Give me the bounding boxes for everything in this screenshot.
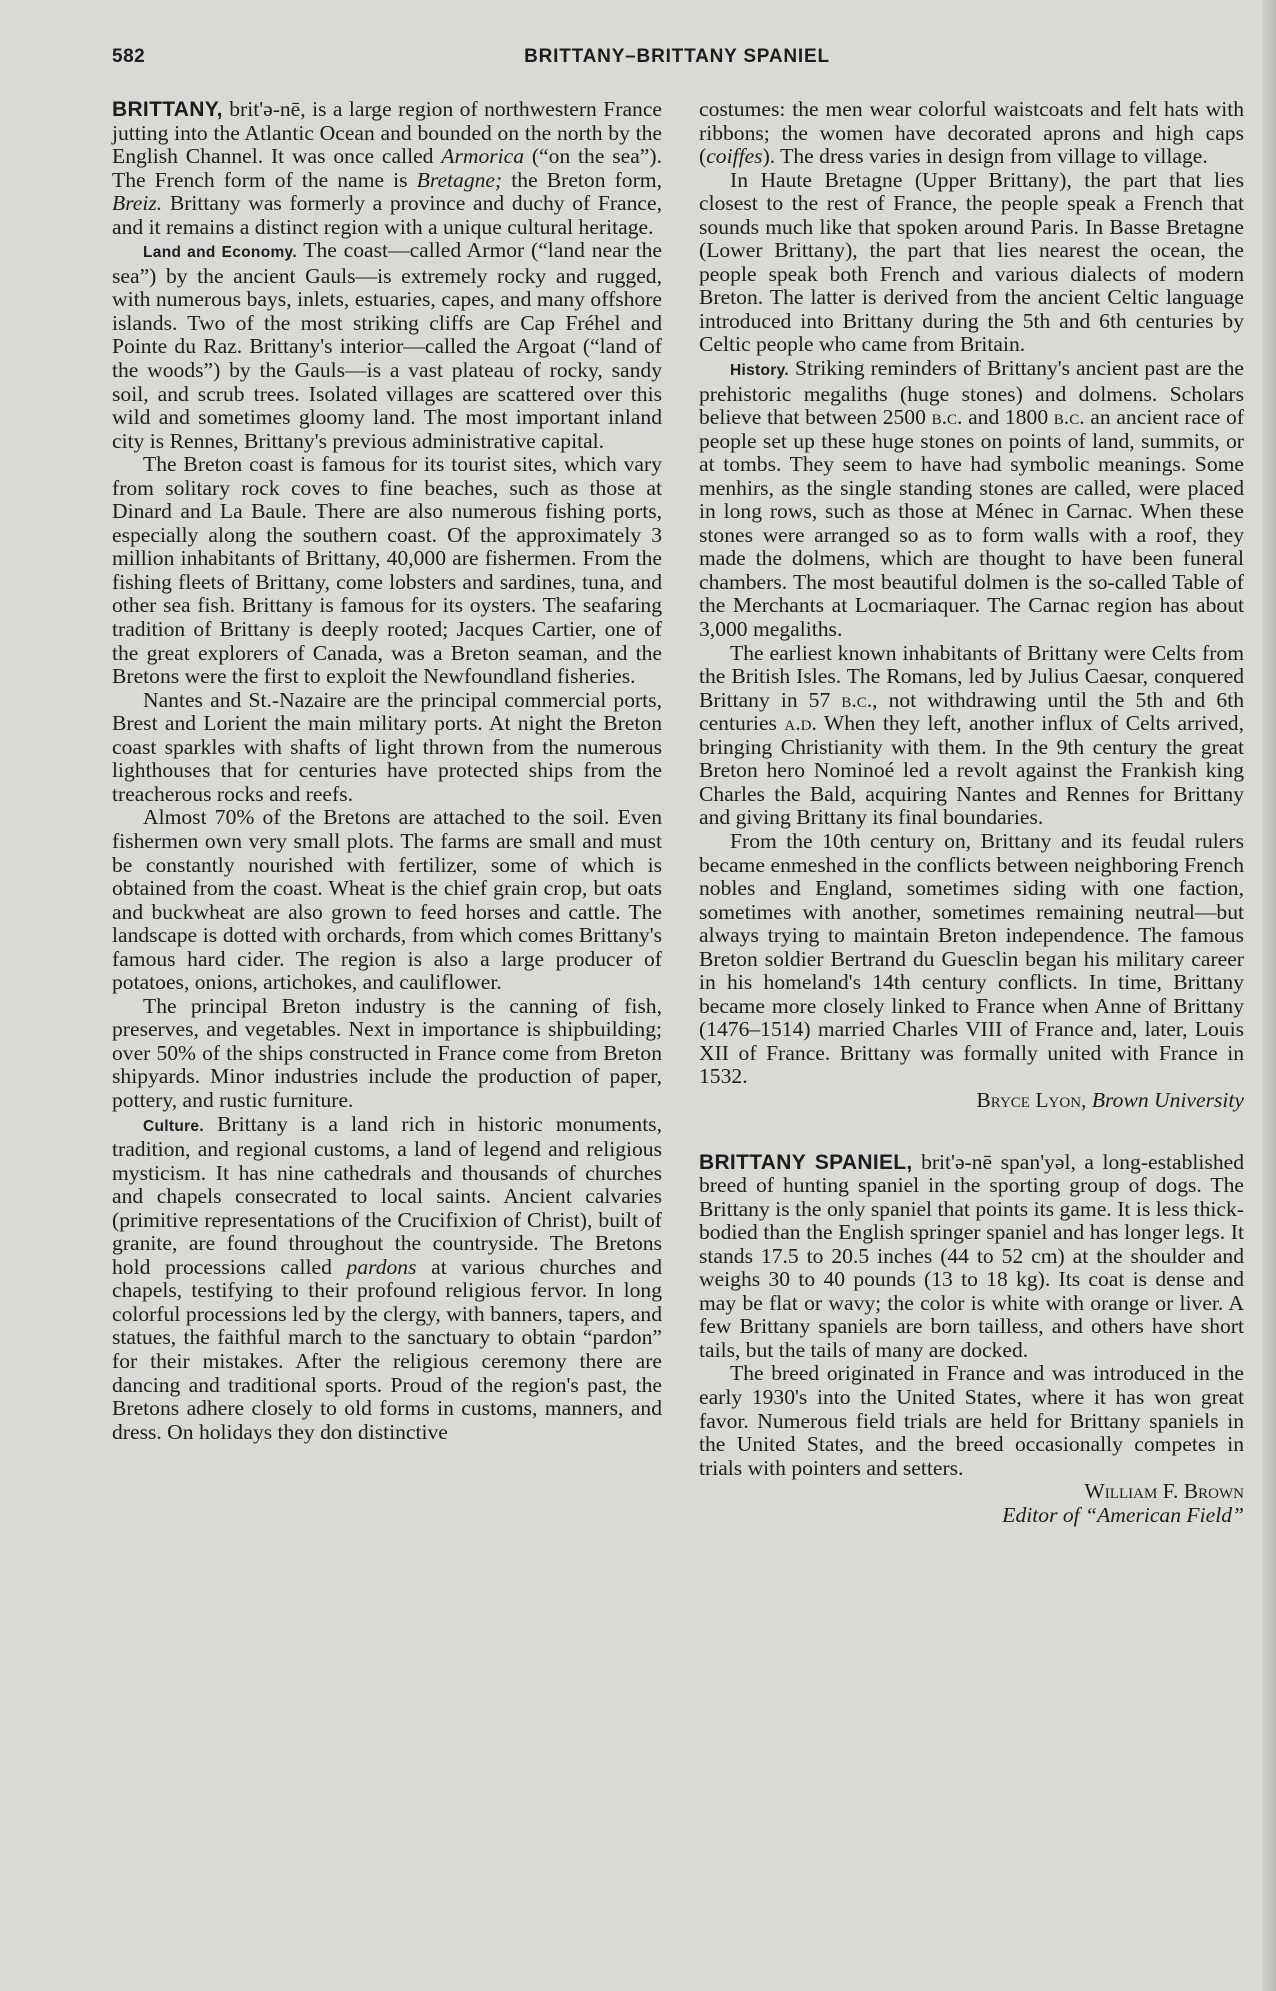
page-header	[112, 46, 1242, 76]
running-title: BRITTANY–BRITTANY SPANIEL	[524, 46, 830, 67]
text-run: Bryce Lyon,	[976, 1087, 1087, 1112]
paragraph	[112, 995, 662, 1113]
section-heading: Culture.	[143, 1117, 204, 1135]
text-run: b.c.,	[841, 687, 878, 712]
text-run: a.d.	[784, 711, 817, 736]
text-run: b.c.	[931, 405, 963, 430]
text-run: not withdrawing until the 5th and 6th centuries	[699, 687, 1244, 736]
author-signature	[699, 1480, 1244, 1504]
paragraph	[112, 453, 662, 688]
text-run: costumes: the men wear colorful waistcoats and felt hats with ribbons; the women have decorated aprons and high caps (	[699, 97, 1244, 169]
paragraph	[112, 806, 662, 994]
entry-title: BRITTANY,	[112, 98, 223, 121]
paragraph	[112, 239, 662, 453]
text-run: Editor of “American Field”	[1002, 1502, 1244, 1527]
left-column	[112, 98, 662, 1444]
text-run: pardons	[346, 1254, 417, 1279]
text-run: coiffes	[706, 144, 763, 169]
article-lead-paragraph	[699, 1151, 1244, 1363]
text-run: The coast—called Armor (“land near the sea”) by the ancient Gauls—is extremely rocky and rugged, with numerous bays, inlets, estuaries, capes, and many offshore islands. Two of the most striking cliffs are Cap Fréhel and Pointe du Raz. Brittany's interior—called the Argoat (“land of the woods”) by the Gauls—is a vast plateau of rocky, sandy soil, and scrub trees. Isolated villages are scattered over this wild and sometimes gloomy land. The most important inland city is Rennes, Brittany's previous administrative capital.	[112, 238, 662, 453]
text-run: and 1800	[962, 405, 1054, 430]
text-run: The breed originated in France and was introduced in the early 1930's into the United States, where it has won great favor. Numerous field trials are held for Brittany spaniels in the United States, and the breed occasionally competes in trials with pointers and setters.	[699, 1361, 1244, 1480]
paragraph	[699, 357, 1244, 642]
text-run: at various churches and chapels, testifying to their profound religious fervor. In long colorful processions led by the clergy, with banners, tapers, and statues, the faithful march to the sanctuary to obtain “pardon” for their mistakes. After the religious ceremony there are dancing and traditional sports. Proud of the region's past, the Bretons adhere closely to old forms in customs, manners, and dress. On holidays they don distinctive	[112, 1254, 662, 1444]
paragraph	[112, 1113, 662, 1445]
text-run: Nantes and St.-Nazaire are the principal commercial ports, Brest and Lorient the main military ports. At night the Breton coast sparkles with shafts of light thrown from the numerous lighthouses that for centuries have protected ships from the treacherous rocks and reefs.	[112, 687, 662, 806]
text-run: Brown University	[1091, 1087, 1244, 1112]
page-number: 582	[112, 46, 146, 67]
scan-page-edge	[1262, 0, 1276, 1991]
paragraph	[699, 169, 1244, 357]
text-run: The principal Breton industry is the canning of fish, preserves, and vegetables. Next in importance is shipbuilding; over 50% of the ships constructed in France come from Breton shipyards. Minor industries include the production of paper, pottery, and rustic furniture.	[112, 993, 662, 1112]
entry-title: BRITTANY SPANIEL,	[699, 1150, 913, 1174]
text-run: The earliest known inhabitants of Brittany were Celts from the British Isles. The Romans, led by Julius Caesar, conquered Brittany in 57	[699, 640, 1244, 712]
text-run: an ancient race of people set up these huge stones on points of land, summits, or at tombs. They seem to have had symbolic meanings. Some menhirs, as the single standing stones are called, were placed in long rows, such as those at Ménec in Carnac. When these stones were arranged so as to form walls with a roof, they made the dolmens, which are thought to have been funeral chambers. The most beautiful dolmen is the so-called Table of the Merchants at Locmariaquer. The Carnac region has about 3,000 megaliths.	[699, 405, 1244, 642]
text-run: brit'ə-nē, is a large region of northwestern France jutting into the Atlantic Ocean and bounded on the north by the English Channel. It was once called	[112, 97, 662, 169]
right-column	[699, 98, 1244, 1527]
paragraph	[699, 830, 1244, 1089]
paragraph	[699, 1362, 1244, 1480]
paragraph	[699, 642, 1244, 830]
text-run: Brittany was formerly a province and duchy of France, and it remains a distinct region with a unique cultural heritage.	[112, 191, 662, 239]
text-run: Striking reminders of Brittany's ancient past are the prehistoric megaliths (huge stones) and dolmens. Scholars believe that between 2500	[699, 356, 1244, 430]
text-run: In Haute Bretagne (Upper Brittany), the part that lies closest to the rest of France, the people speak a French that sounds much like that spoken around Paris. In Basse Bretagne (Lower Brittany), the part that lies nearest the ocean, the people speak both French and various dialects of modern Breton. The latter is derived from the ancient Celtic language introduced into Brittany during the 5th and 6th centuries by Celtic people who came from Britain.	[699, 167, 1244, 357]
text-run: brit'ə-nē span'yəl, a long-established breed of hunting spaniel in the sporting group of dogs. The Brittany is the only spaniel that points its game. It is less thick-bodied than the English springer spaniel and has longer legs. It stands 17.5 to 20.5 inches (44 to 52 cm) at the shoulder and weighs 30 to 40 pounds (13 to 18 kg). Its coat is dense and may be flat or wavy; the color is white with orange or liver. A few Brittany spaniels are born tailless, and others have short tails, but the tails of many are docked.	[699, 1149, 1244, 1362]
text-run: Breiz.	[112, 191, 163, 216]
text-run: b.c.	[1053, 405, 1085, 430]
text-run: When they left, another influx of Celts arrived, bringing Christianity with them. In the 9th century the great Breton hero Nominoé led a revolt against the Frankish king Charles the Bald, acquiring Nantes and Rennes for Brittany and giving Brittany its final boundaries.	[699, 711, 1244, 830]
paragraph	[699, 98, 1244, 169]
text-run: ). The dress varies in design from village to village.	[762, 144, 1208, 169]
article-separator	[699, 1113, 1244, 1151]
text-run: Armorica	[441, 144, 525, 169]
author-signature	[699, 1504, 1244, 1528]
text-run: Brittany is a land rich in historic monuments, tradition, and regional customs, a land of legend and religious mysticism. It has nine cathedrals and thousands of churches and chapels consecrated to local saints. Ancient calvaries (primitive representations of the Crucifixion of Christ), built of granite, are found throughout the countryside. The Bretons hold processions called	[112, 1111, 662, 1279]
paragraph	[112, 689, 662, 807]
text-run: The Breton coast is famous for its tourist sites, which vary from solitary rock coves to fine beaches, such as those at Dinard and La Baule. There are also numerous fishing ports, especially along the southern coast. Of the approximately 3 million inhabitants of Brittany, 40,000 are fishermen. From the fishing fleets of Brittany, come lobsters and sardines, tuna, and other sea fish. Brittany is famous for its oysters. The seafaring tradition of Brittany is deeply rooted; Jacques Cartier, one of the great explorers of Canada, was a Breton seaman, and the Bretons were the first to exploit the Newfoundland fisheries.	[112, 452, 662, 689]
text-run: (“on the sea”). The French form of the name is	[112, 144, 662, 192]
text-run: From the 10th century on, Brittany and its feudal rulers became enmeshed in the conflicts between neighboring French nobles and England, sometimes siding with one faction, sometimes with another, sometimes remaining neutral—but always trying to maintain Breton independence. The famous Breton soldier Bertrand du Guesclin began his military career in his homeland's 14th century conflicts. In time, Brittany became more closely linked to France when Anne of Brittany (1476–1514) married Charles VIII of France and, later, Louis XII of France. Brittany was formally united with France in 1532.	[699, 828, 1244, 1089]
text-run: William F. Brown	[1084, 1479, 1244, 1504]
section-heading: Land and Economy.	[143, 244, 297, 262]
article-lead-paragraph	[112, 98, 662, 239]
text-run: Bretagne;	[416, 167, 503, 192]
text-run: the Breton form,	[502, 167, 662, 192]
text-run: Almost 70% of the Bretons are attached to the soil. Even fishermen own very small plots. The farms are small and must be constantly nourished with fertilizer, some of which is obtained from the coast. Wheat is the chief grain crop, but oats and buckwheat are also grown to feed horses and cattle. The landscape is dotted with orchards, from which comes Brittany's famous hard cider. The region is also a large producer of potatoes, onions, artichokes, and cauliflower.	[112, 805, 662, 995]
section-heading: History.	[730, 362, 789, 380]
author-signature	[699, 1089, 1244, 1113]
